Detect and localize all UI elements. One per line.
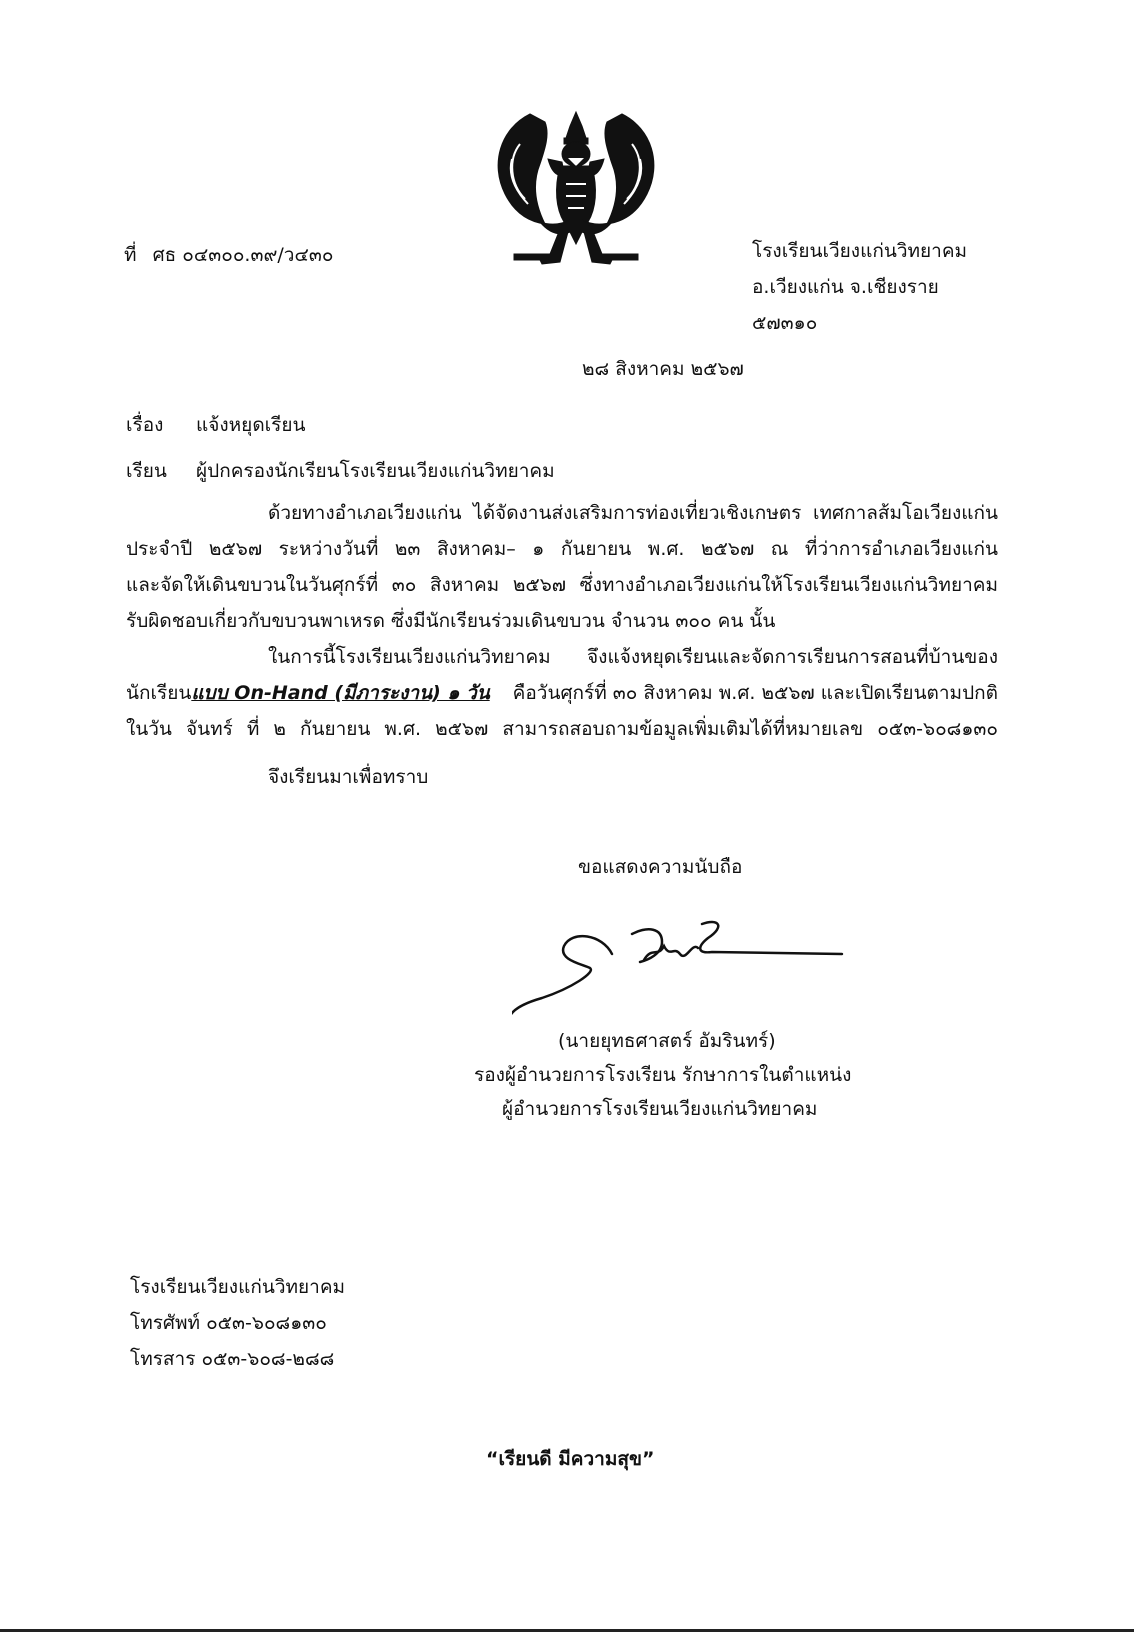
recipient-text: ผู้ปกครองนักเรียนโรงเรียนเวียงแก่นวิทยาคม bbox=[196, 460, 555, 482]
footer-fax: โทรสาร ๐๕๓-๖๐๘-๒๘๘ bbox=[130, 1348, 335, 1370]
closing-line: จึงเรียนมาเพื่อทราบ bbox=[268, 766, 429, 788]
garuda-emblem bbox=[490, 104, 662, 272]
body-paragraph-1-line-3: และจัดให้เดินขบวนในวันศุกร์ที่ ๓๐ สิงหาคม ๒๕๖๗ ซึ่งทางอำเภอเวียงแก่นให้โรงเรียนเวียงแก่นวิทยาคม bbox=[126, 574, 998, 596]
body-paragraph-2-line-1: ในการนี้โรงเรียนเวียงแก่นวิทยาคม จึงแจ้งหยุดเรียนและจัดการเรียนการสอนที่บ้านของ bbox=[268, 646, 998, 668]
reference-label: ที่ bbox=[124, 244, 137, 266]
subject-text: แจ้งหยุดเรียน bbox=[196, 414, 306, 436]
body-paragraph-2-line-3: ในวัน จันทร์ ที่ ๒ กันยายน พ.ศ. ๒๕๖๗ สามารถสอบถามข้อมูลเพิ่มเติมได้ที่หมายเลข ๐๕๓-๖๐๘๑๓๐ bbox=[126, 718, 998, 740]
letter-date: ๒๘ สิงหาคม ๒๕๖๗ bbox=[582, 358, 744, 380]
school-district: อ.เวียงแก่น จ.เชียงราย bbox=[752, 276, 939, 298]
signer-position: รองผู้อำนวยการโรงเรียน รักษาการในตำแหน่ง bbox=[474, 1064, 852, 1086]
recipient-label: เรียน bbox=[126, 460, 167, 482]
body-paragraph-2-line-2 bbox=[126, 682, 998, 704]
reference-number: ศธ ๐๔๓๐๐.๓๙/ว๔๓๐ bbox=[152, 244, 334, 266]
body-paragraph-1-line-2: ประจำปี ๒๕๖๗ ระหว่างวันที่ ๒๓ สิงหาคม– ๑ กันยายน พ.ศ. ๒๕๖๗ ณ ที่ว่าการอำเภอเวียงแก่น bbox=[126, 538, 998, 560]
subject-label: เรื่อง bbox=[126, 414, 164, 436]
footer-school-name: โรงเรียนเวียงแก่นวิทยาคม bbox=[130, 1276, 346, 1298]
complimentary-close: ขอแสดงความนับถือ bbox=[578, 856, 743, 878]
school-name-header: โรงเรียนเวียงแก่นวิทยาคม bbox=[752, 240, 968, 262]
on-hand-highlight: แบบ On-Hand (มีภาระงาน) ๑ วัน bbox=[191, 682, 490, 704]
signer-name: (นายยุทธศาสตร์ อัมรินทร์) bbox=[558, 1030, 776, 1052]
body-paragraph-1-line-4: รับผิดชอบเกี่ยวกับขบวนพาเหรด ซึ่งมีนักเรียนร่วมเดินขบวน จำนวน ๓๐๐ คน นั้น bbox=[126, 610, 776, 632]
school-motto: “เรียนดี มีความสุข” bbox=[486, 1448, 655, 1470]
footer-phone: โทรศัพท์ ๐๕๓-๖๐๘๑๓๐ bbox=[130, 1312, 327, 1334]
school-postcode: ๕๗๓๑๐ bbox=[752, 312, 818, 334]
reference-line bbox=[124, 244, 333, 266]
body-paragraph-2-suffix: คือวันศุกร์ที่ ๓๐ สิงหาคม พ.ศ. ๒๕๖๗ และเปิดเรียนตามปกติ bbox=[512, 682, 998, 704]
signer-title: ผู้อำนวยการโรงเรียนเวียงแก่นวิทยาคม bbox=[502, 1098, 818, 1120]
handwritten-signature bbox=[512, 916, 852, 1016]
body-paragraph-1-line-1: ด้วยทางอำเภอเวียงแก่น ได้จัดงานส่งเสริมการท่องเที่ยวเชิงเกษตร เทศกาลส้มโอเวียงแก่น bbox=[268, 502, 998, 524]
body-paragraph-2-prefix: นักเรียน bbox=[126, 682, 192, 704]
